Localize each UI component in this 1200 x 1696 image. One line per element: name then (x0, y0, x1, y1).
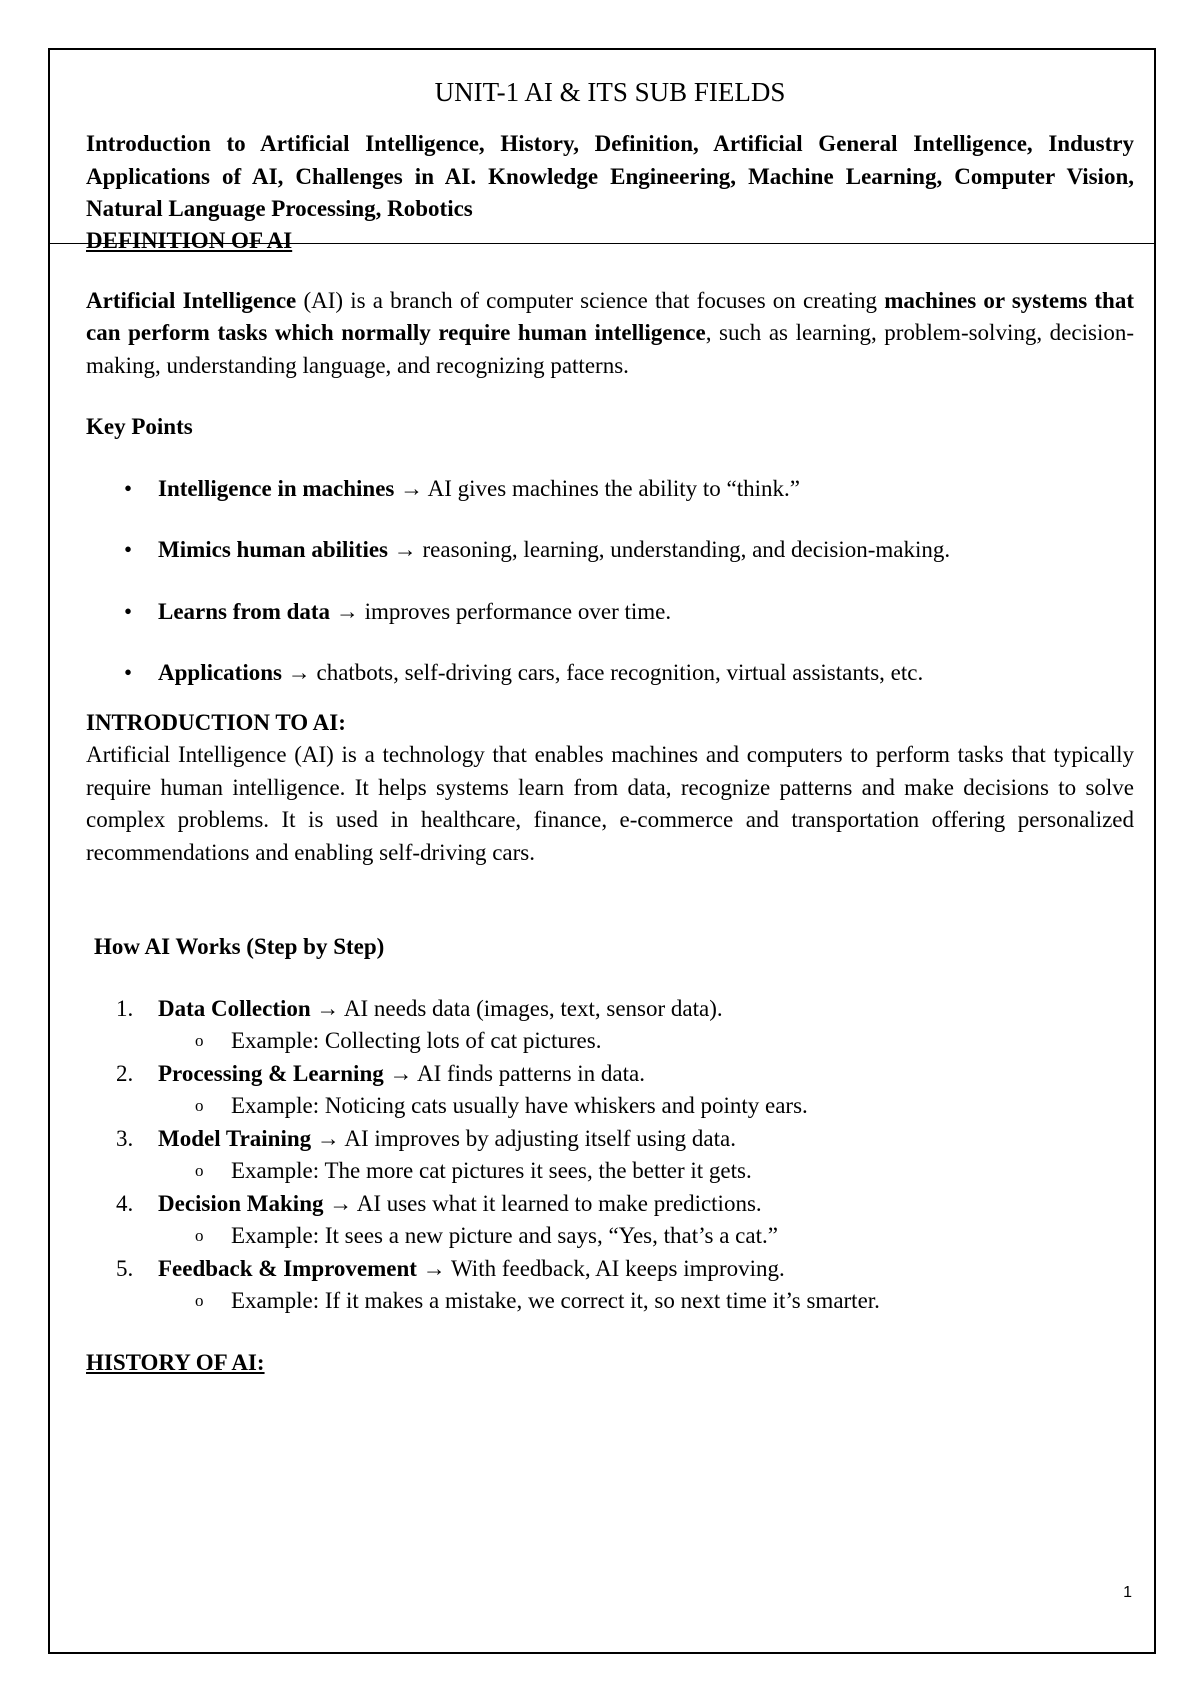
key-points-heading: Key Points (86, 414, 193, 439)
sub-bullet-icon: o (195, 1161, 204, 1180)
step-item (86, 1123, 1134, 1156)
introduction-paragraph: Artificial Intelligence (AI) is a technology that enables machines and computers to perform tasks that typically require human intelligence. It helps systems learn from data, recognize patterns and make decisions to solve complex problems. It is used in healthcare, finance, e-commerce and transportation offering personalized recommendations and enabling self-driving cars. (86, 742, 1134, 865)
step-number: 4. (116, 1190, 134, 1216)
how-ai-works-heading: How AI Works (Step by Step) (94, 934, 385, 959)
key-point-text: → reasoning, learning, understanding, and decision-making. (388, 537, 951, 562)
definition-lead-text: (AI) is a branch of computer science that focuses on creating (296, 287, 885, 313)
step-item (86, 993, 1134, 1026)
definition-emphasis: machines or systems that can perform tasks which normally require human intelligence (86, 287, 1134, 345)
key-point-term: Intelligence in machines (158, 475, 395, 501)
definition-paragraph (86, 285, 1134, 383)
step-example-text: Example: The more cat pictures it sees, the better it gets. (231, 1158, 752, 1183)
step-text: → AI finds patterns in data. (383, 1060, 645, 1086)
definition-tail-text: , such as learning, problem-solving, decision-making, understanding language, and recognizing patterns. (86, 320, 1134, 378)
step-text: → AI improves by adjusting itself using data. (311, 1125, 736, 1151)
step-example-text: Example: If it makes a mistake, we correct it, so next time it’s smarter. (231, 1288, 880, 1313)
key-point-text: → improves performance over time. (330, 598, 672, 624)
key-point-term: Learns from data (158, 598, 331, 624)
step-number: 3. (116, 1125, 134, 1151)
history-heading: HISTORY OF AI: (86, 1349, 265, 1375)
step-example-text: Example: It sees a new picture and says, “Yes, that’s a cat.” (231, 1223, 778, 1248)
sub-bullet-icon: o (195, 1291, 204, 1310)
step-term: Feedback & Improvement (158, 1255, 417, 1281)
step-example (86, 1220, 1134, 1253)
key-point-item (86, 473, 1134, 506)
step-term: Model Training (158, 1125, 312, 1151)
definition-lead-term: Artificial Intelligence (86, 287, 297, 313)
document-body (86, 72, 1134, 1379)
page-number: 1 (1123, 1584, 1132, 1601)
key-point-item (86, 596, 1134, 629)
key-point-term: Applications (158, 660, 282, 685)
step-item (86, 1058, 1134, 1091)
steps-list (86, 993, 1134, 1318)
step-example-text: Example: Collecting lots of cat pictures. (231, 1028, 602, 1053)
bullet-icon: • (124, 598, 133, 624)
key-point-item (86, 657, 1134, 690)
step-text: → AI needs data (images, text, sensor data). (310, 995, 723, 1021)
sub-bullet-icon: o (195, 1031, 204, 1050)
step-example (86, 1155, 1134, 1188)
step-example-text: Example: Noticing cats usually have whiskers and pointy ears. (231, 1093, 808, 1118)
step-example (86, 1285, 1134, 1318)
step-term: Data Collection (158, 995, 311, 1021)
step-number: 2. (116, 1060, 134, 1086)
step-text: → AI uses what it learned to make predictions. (323, 1190, 762, 1216)
sub-bullet-icon: o (195, 1226, 204, 1245)
key-point-item (86, 534, 1134, 567)
step-example (86, 1025, 1134, 1058)
page-title: UNIT-1 AI & ITS SUB FIELDS (434, 77, 786, 107)
step-item (86, 1188, 1134, 1221)
bullet-icon: • (124, 475, 133, 501)
step-text: → With feedback, AI keeps improving. (416, 1255, 785, 1281)
introduction-heading: INTRODUCTION TO AI: (86, 709, 346, 735)
bullet-icon: • (124, 660, 133, 685)
key-point-text: → chatbots, self-driving cars, face recognition, virtual assistants, etc. (281, 660, 924, 685)
step-term: Processing & Learning (158, 1060, 384, 1086)
step-number: 5. (116, 1255, 134, 1281)
step-item (86, 1253, 1134, 1286)
step-example (86, 1090, 1134, 1123)
sub-bullet-icon: o (195, 1096, 204, 1115)
key-points-list (86, 473, 1134, 690)
unit-topics: Introduction to Artificial Intelligence, History, Definition, Artificial General Intelligence, Industry Applications of AI, Challenges in AI. Knowledge Engineering, Machine Learning, Computer Vision, Natural Language Processing, Robotics (86, 131, 1134, 221)
step-term: Decision Making (158, 1190, 324, 1216)
key-point-term: Mimics human abilities (158, 537, 389, 562)
step-number: 1. (116, 995, 134, 1021)
key-point-text: → AI gives machines the ability to “think.” (394, 475, 801, 501)
bullet-icon: • (124, 537, 133, 562)
definition-heading: DEFINITION OF AI (86, 227, 293, 253)
